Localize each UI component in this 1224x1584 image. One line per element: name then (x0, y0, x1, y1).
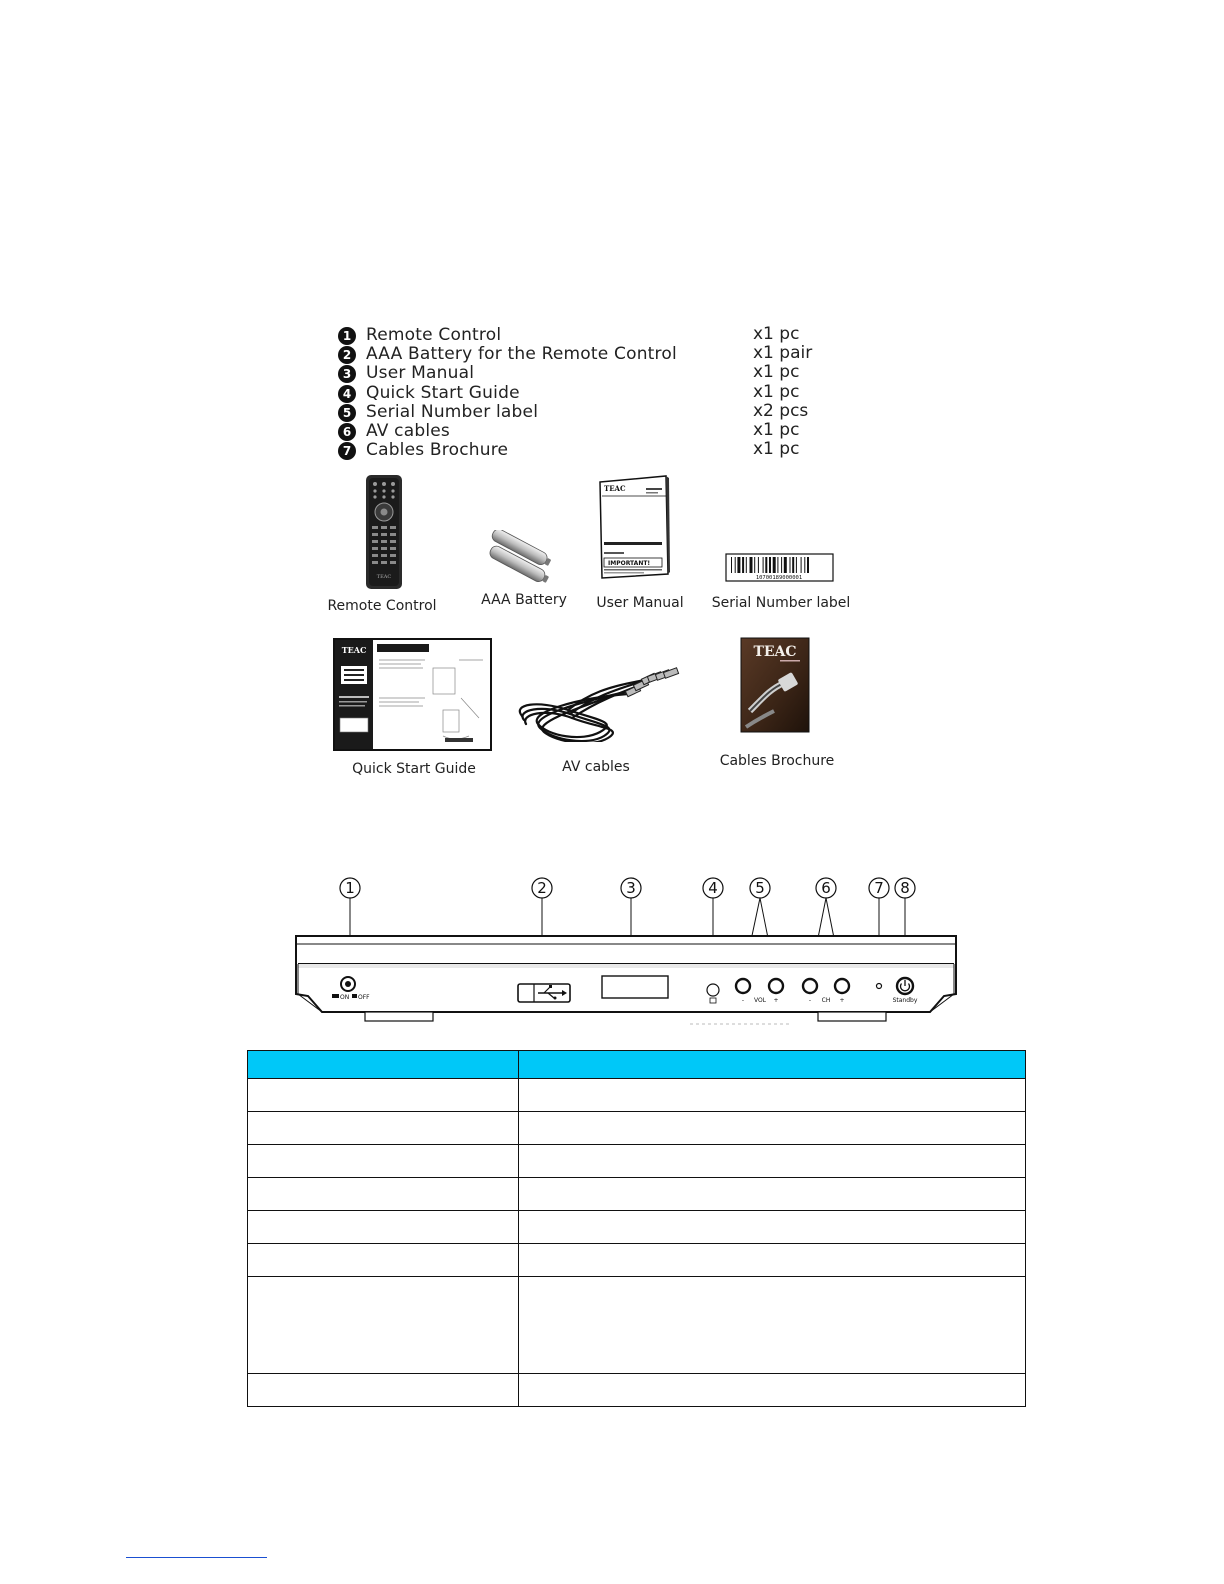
barcode-bar (769, 557, 771, 573)
qsg-brand-logo: TEAC (341, 645, 367, 655)
table-cell (519, 1079, 1026, 1112)
list-item (338, 364, 858, 383)
barcode-bar (796, 557, 797, 573)
callout-4 (703, 878, 723, 898)
channel-minus-label: - (808, 997, 812, 1004)
channel-label: CH (821, 997, 831, 1004)
standby-label: Standby (892, 997, 918, 1004)
table-cell (248, 1374, 519, 1407)
item-number: 4 (338, 385, 356, 403)
remote-control-image (364, 474, 404, 590)
item-number: 6 (338, 423, 356, 441)
barcode-bar (765, 557, 767, 573)
table-header-row (248, 1051, 1026, 1079)
volume-down-button[interactable] (736, 979, 750, 993)
callout-1 (340, 878, 360, 898)
svg-text:4: 4 (708, 879, 718, 897)
barcode-bar (792, 557, 794, 573)
item-name: AV cables (366, 420, 450, 441)
barcode-bar (742, 557, 744, 573)
barcode-bar (731, 557, 732, 573)
callout-2 (532, 878, 552, 898)
barcode-bar (790, 557, 791, 573)
item-number: 2 (338, 346, 356, 364)
remote-brand-logo: TEAC (376, 574, 392, 580)
front-panel-table (247, 1050, 1026, 1407)
table-cell (248, 1244, 519, 1277)
barcode-bar (804, 557, 805, 573)
volume-plus-label: + (773, 997, 779, 1004)
front-panel-diagram (290, 872, 962, 1032)
barcode-number: 10700189000001 (755, 575, 803, 581)
item-name: Serial Number label (366, 401, 539, 422)
caption-quick-start-guide: Quick Start Guide (352, 761, 476, 777)
caption-av-cables: AV cables (562, 759, 630, 775)
standby-indicator-light (877, 984, 882, 989)
table-cell (519, 1374, 1026, 1407)
item-quantity: x1 pair (753, 343, 813, 364)
callout-6 (816, 878, 836, 898)
table-header-cell (248, 1051, 519, 1079)
caption-remote-control: Remote Control (327, 598, 437, 614)
list-item (338, 441, 858, 460)
channel-plus-label: + (839, 997, 845, 1004)
table-header-cell (519, 1051, 1026, 1079)
item-name: Quick Start Guide (366, 382, 520, 403)
barcode-bar (737, 557, 740, 573)
item-name: AAA Battery for the Remote Control (366, 344, 677, 365)
table-row (248, 1145, 1026, 1178)
callout-3 (621, 878, 641, 898)
power-switch[interactable] (341, 977, 355, 991)
item-number: 3 (338, 365, 356, 383)
table-cell (519, 1112, 1026, 1145)
display-window (602, 976, 668, 998)
channel-down-button[interactable] (803, 979, 817, 993)
barcode-bar (784, 557, 787, 573)
volume-label: VOL (753, 997, 767, 1004)
barcode-bar (777, 557, 778, 573)
table-row (248, 1277, 1026, 1374)
table-row (248, 1374, 1026, 1407)
caption-aaa-battery: AAA Battery (481, 592, 567, 608)
barcode-bar (735, 557, 736, 573)
av-cables-image (508, 664, 684, 742)
serial-number-label-image (725, 553, 835, 583)
callout-7 (869, 878, 889, 898)
caption-user-manual: User Manual (596, 595, 684, 611)
table-cell (519, 1277, 1026, 1374)
table-cell (519, 1178, 1026, 1211)
channel-up-button[interactable] (835, 979, 849, 993)
package-contents-list (338, 326, 858, 460)
cables-brochure-image (740, 637, 810, 733)
item-quantity: x1 pc (753, 419, 800, 440)
caption-serial-number-label: Serial Number label (711, 595, 851, 611)
table-cell (248, 1277, 519, 1374)
manual-brand-logo: TEAC (604, 484, 626, 493)
quick-start-guide-image (333, 638, 493, 752)
table-row (248, 1211, 1026, 1244)
footnote-separator (126, 1557, 267, 1558)
item-name: Cables Brochure (366, 440, 509, 461)
table-cell (519, 1211, 1026, 1244)
table-row (248, 1244, 1026, 1277)
item-quantity: x1 pc (753, 381, 800, 402)
barcode-bar (807, 557, 809, 573)
table-cell (248, 1079, 519, 1112)
volume-up-button[interactable] (769, 979, 783, 993)
barcode-bar (773, 557, 776, 573)
table-cell (248, 1211, 519, 1244)
table-cell (248, 1178, 519, 1211)
item-number: 7 (338, 442, 356, 460)
svg-text:5: 5 (755, 879, 765, 897)
item-name: User Manual (366, 363, 475, 384)
barcode-bar (758, 557, 759, 573)
callout-8 (895, 878, 915, 898)
barcode-bar (781, 557, 782, 573)
barcode-bar (746, 557, 747, 573)
user-manual-image (594, 474, 672, 582)
svg-text:3: 3 (626, 879, 636, 897)
item-quantity: x1 pc (753, 439, 800, 460)
item-quantity: x1 pc (753, 324, 800, 344)
caption-cables-brochure: Cables Brochure (719, 753, 835, 769)
item-name: Remote Control (366, 325, 502, 345)
item-number: 1 (338, 327, 356, 345)
table-cell (519, 1244, 1026, 1277)
brochure-brand-logo: TEAC (753, 644, 797, 660)
item-quantity: x1 pc (753, 362, 800, 383)
list-item (338, 381, 858, 403)
power-off-label: OFF (358, 994, 370, 1001)
table-row (248, 1079, 1026, 1112)
callout-5 (750, 878, 770, 898)
power-on-label: ON (340, 994, 350, 1001)
svg-text:2: 2 (537, 879, 547, 897)
barcode-bar (763, 557, 764, 573)
standby-button[interactable] (897, 978, 913, 994)
table-row (248, 1112, 1026, 1145)
item-quantity: x2 pcs (753, 400, 809, 421)
table-row (248, 1178, 1026, 1211)
table-cell (248, 1145, 519, 1178)
barcode-bar (750, 557, 753, 573)
svg-text:6: 6 (821, 879, 831, 897)
manual-notice-text: IMPORTANT! (608, 560, 651, 567)
volume-minus-label: - (741, 997, 745, 1004)
aaa-battery-image (480, 530, 560, 588)
svg-text:1: 1 (345, 879, 355, 897)
svg-text:8: 8 (900, 879, 910, 897)
barcode-bar (754, 557, 755, 573)
svg-text:7: 7 (874, 879, 884, 897)
table-cell (248, 1112, 519, 1145)
usb-port[interactable] (518, 984, 570, 1002)
table-cell (519, 1145, 1026, 1178)
barcode-bar (801, 557, 802, 573)
item-number: 5 (338, 404, 356, 422)
